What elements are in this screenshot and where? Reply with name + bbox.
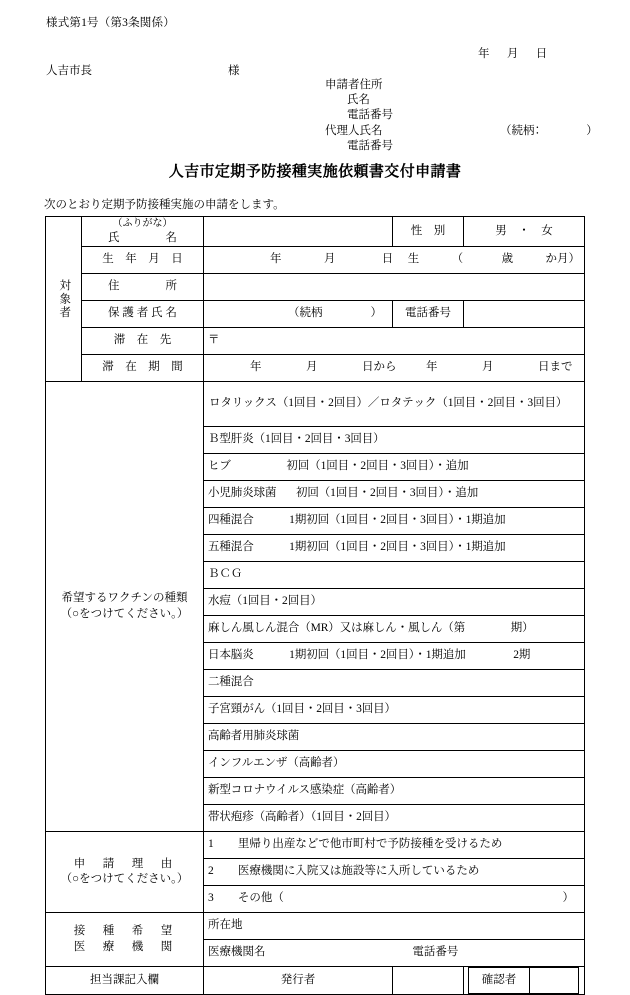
header-month: 月: [506, 48, 519, 60]
stay-place-label-cell: [82, 328, 204, 355]
stay-period-label-cell: [82, 355, 204, 382]
addressee-honorific: 様: [228, 65, 240, 77]
vaccine-item-detail: 1期初回（1回目・2回目・3回目）・1期追加: [289, 541, 506, 554]
vaccine-item-name: 四種混合: [208, 514, 254, 527]
addressee: 人吉市長: [46, 65, 92, 77]
reason-option-text: 医療機関に入院又は施設等に入所しているため: [237, 865, 480, 878]
dob-label-cell: [82, 247, 204, 274]
applicant-name-label: 氏名: [347, 94, 370, 107]
staff-label-cell: [46, 967, 204, 995]
clinic-label-line2: 医 療 機 関: [73, 940, 176, 953]
vaccine-item-text: 帯状疱疹（高齢者）（1回目・2回目）: [208, 811, 396, 824]
stay-day-from: 日から: [362, 361, 397, 374]
name-label: 氏 名: [108, 231, 177, 244]
reason-label-cell: [46, 832, 204, 913]
dob-month: 月: [323, 253, 336, 266]
stay-month-to: 月: [482, 361, 494, 374]
header-year: 年: [478, 48, 490, 60]
subject-vertical-label-cell: [46, 217, 82, 382]
guardian-relation-close: ）: [370, 307, 382, 320]
gender-options: 男 ・ 女: [495, 224, 553, 237]
stay-period-value-cell[interactable]: [204, 355, 585, 382]
page-title: 人吉市定期予防接種実施依頼書交付申請書: [168, 164, 462, 180]
reason-option-close: ）: [562, 892, 574, 905]
stay-place-input-cell[interactable]: [204, 328, 585, 355]
reason-option-text: その他（: [237, 892, 284, 905]
vaccine-item-influenza[interactable]: [204, 751, 585, 778]
reason-option-2[interactable]: [204, 859, 585, 886]
reason-option-text: 里帰り出産などで他市町村で予防接種を受けるため: [237, 838, 503, 851]
applicant-name-row: [325, 93, 393, 108]
agent-phone-row: [325, 139, 393, 154]
clinic-address-label: 所在地: [208, 919, 243, 932]
confirmer-label-cell: [469, 968, 530, 994]
agent-name-label: 代理人氏名: [325, 124, 383, 137]
vaccine-item-pneumococcal-elderly[interactable]: [204, 724, 585, 751]
table-row-reason-1: [46, 832, 585, 859]
postal-mark-icon: 〒: [208, 334, 220, 347]
table-row-stay-place: [46, 328, 585, 355]
address-label: 住 所: [108, 280, 177, 293]
subject-vertical-label: 対象者: [58, 278, 71, 320]
vaccine-item-detail: 1期初回（1回目・2回目）・1期追加: [289, 649, 466, 662]
dob-value-cell[interactable]: [204, 247, 585, 274]
reason-option-number: 2: [208, 865, 214, 878]
reason-option-number: 3: [208, 892, 214, 905]
confirmer-label: 確認者: [481, 973, 517, 986]
agent-phone-label: 電話番号: [347, 139, 393, 152]
vaccine-item-detail: 1期初回（1回目・2回目・3回目）・1期追加: [289, 514, 506, 527]
vaccine-item-name: 小児肺炎球菌: [208, 487, 277, 500]
vaccine-item-text: 子宮頸がん（1回目・2回目・3回目）: [208, 703, 396, 716]
lead-text: 次のとおり定期予防接種実施の申請をします。: [44, 199, 285, 211]
dob-months: か月）: [545, 253, 580, 266]
dob-paren-open: （: [451, 253, 464, 266]
table-row-name: [46, 217, 585, 247]
address-label-cell: [82, 274, 204, 301]
dob-age: 歳: [501, 253, 514, 266]
dob-born: 生: [407, 253, 420, 266]
stay-day-to: 日まで: [538, 361, 573, 374]
stay-place-label: 滞 在 先: [113, 334, 172, 347]
gender-label-cell: [393, 217, 464, 247]
issuer-label: 発行者: [280, 973, 316, 986]
clinic-label-cell: [46, 913, 204, 967]
name-input-cell[interactable]: [204, 217, 393, 247]
gender-label: 性 別: [410, 224, 446, 237]
table-row-vaccine-1: [46, 382, 585, 427]
applicant-phone-label: 電話番号: [347, 109, 393, 122]
vaccine-item-text: 新型コロナウイルス感染症（高齢者）: [208, 784, 402, 797]
reason-option-3[interactable]: [204, 886, 585, 913]
vaccine-item-hpv[interactable]: [204, 697, 585, 724]
guardian-phone-label-cell: [393, 301, 464, 328]
gender-options-cell[interactable]: [464, 217, 585, 247]
header-day: 日: [535, 48, 548, 60]
applicant-address-row: [325, 78, 393, 93]
stay-year-to: 年: [426, 361, 438, 374]
name-label-cell: [82, 217, 204, 247]
vaccine-item-text: ロタリックス（1回目・2回目）／ロタテック（1回目・2回目・3回目）: [209, 397, 568, 410]
vaccine-item-hib[interactable]: [204, 454, 585, 481]
guardian-phone-label: 電話番号: [405, 307, 451, 320]
guardian-relation-label: （続柄: [288, 307, 323, 320]
table-row-staff: [46, 967, 585, 995]
clinic-label-line1: 接 種 希 望: [73, 925, 176, 937]
form-code: 様式第1号（第3条関係）: [46, 17, 175, 29]
vaccine-label-line1: 希望するワクチンの種類: [61, 592, 188, 604]
vaccine-item-detail: 初回（1回目・2回目・3回目）・追加: [295, 487, 479, 500]
vaccine-item-text: 水痘（1回目・2回目）: [208, 595, 322, 608]
vaccine-item-suffix: 2期: [513, 649, 531, 662]
stay-period-label: 滞 在 期 間: [102, 361, 183, 374]
table-row-clinic-address: [46, 913, 585, 940]
vaccine-item-name: 日本脳炎: [208, 649, 254, 662]
reason-label-line1: 申 請 理 由: [73, 857, 176, 870]
table-row-guardian: [46, 301, 585, 328]
vaccine-item-text: 高齢者用肺炎球菌: [208, 730, 300, 743]
vaccine-item-text: インフルエンザ（高齢者）: [208, 757, 345, 770]
vaccine-item-varicella[interactable]: [204, 589, 585, 616]
issuer-label-cell: [204, 967, 393, 995]
header-date-line: [478, 45, 547, 61]
clinic-address-cell[interactable]: [204, 913, 585, 940]
agent-relation-label: （続柄： ）: [500, 124, 598, 137]
vaccine-label-line2: （○をつけてください。）: [60, 607, 189, 620]
guardian-phone-input-cell[interactable]: [464, 301, 585, 328]
guardian-input-cell[interactable]: [204, 301, 393, 328]
reason-option-number: 1: [208, 838, 214, 851]
vaccine-item-pneumococcal-child[interactable]: [204, 481, 585, 508]
table-row-address: [46, 274, 585, 301]
issuer-input-cell[interactable]: [393, 967, 464, 995]
vaccine-item-detail: 初回（1回目・2回目・3回目）・追加: [286, 460, 469, 473]
application-table: [45, 216, 585, 995]
guardian-label: 保 護 者 氏 名: [108, 307, 177, 320]
clinic-phone-label: 電話番号: [412, 946, 459, 959]
dob-label: 生 年 月 日: [102, 253, 183, 266]
staff-row-tail: [464, 967, 585, 995]
clinic-name-cell[interactable]: [204, 940, 585, 967]
vaccine-item-rota[interactable]: [204, 382, 585, 427]
address-input-cell[interactable]: [204, 274, 585, 301]
vaccine-item-dt[interactable]: [204, 670, 585, 697]
dob-day: 日: [381, 253, 394, 266]
applicant-phone-row: [325, 108, 393, 123]
clinic-name-label: 医療機関名: [208, 946, 266, 959]
vaccine-item-name: 五種混合: [208, 541, 254, 554]
confirmer-input-cell[interactable]: [530, 968, 579, 994]
table-row-stay-period: [46, 355, 585, 382]
reason-option-1[interactable]: [204, 832, 585, 859]
vaccine-item-japanese-encephalitis[interactable]: [204, 643, 585, 670]
vaccine-item-text: 麻しん風しん混合（MR）又は麻しん・風しん（第 期）: [208, 622, 534, 635]
vaccine-item-hepatitis-b[interactable]: [204, 427, 585, 454]
vaccine-item-name: ヒブ: [208, 460, 231, 473]
agent-name-row: [325, 124, 598, 139]
stay-year-from: 年: [250, 361, 262, 374]
staff-label: 担当課記入欄: [90, 973, 159, 986]
guardian-label-cell: [82, 301, 204, 328]
vaccine-item-text: Ｂ型肝炎（1回目・2回目・3回目）: [208, 433, 385, 446]
furigana-label: （ふりがな）: [112, 218, 173, 229]
vaccine-item-quadrivalent[interactable]: [204, 508, 585, 535]
vaccine-item-text: 二種混合: [208, 676, 254, 689]
stay-month-from: 月: [306, 361, 318, 374]
reason-label-line2: （○をつけてください。）: [60, 873, 189, 886]
vaccine-item-bcg[interactable]: [204, 562, 585, 589]
vaccine-label-cell: [46, 382, 204, 832]
vaccine-item-shingles[interactable]: [204, 805, 585, 832]
vaccine-item-text: ＢＣＧ: [208, 568, 243, 581]
vaccine-item-covid19[interactable]: [204, 778, 585, 805]
vaccine-item-pentavalent[interactable]: [204, 535, 585, 562]
dob-year: 年: [270, 253, 282, 266]
applicant-address-label: 申請者住所: [325, 79, 383, 91]
applicant-info-block: [325, 78, 598, 154]
vaccine-item-mr[interactable]: [204, 616, 585, 643]
table-row-dob: [46, 247, 585, 274]
staff-empty-tail: [579, 968, 581, 994]
